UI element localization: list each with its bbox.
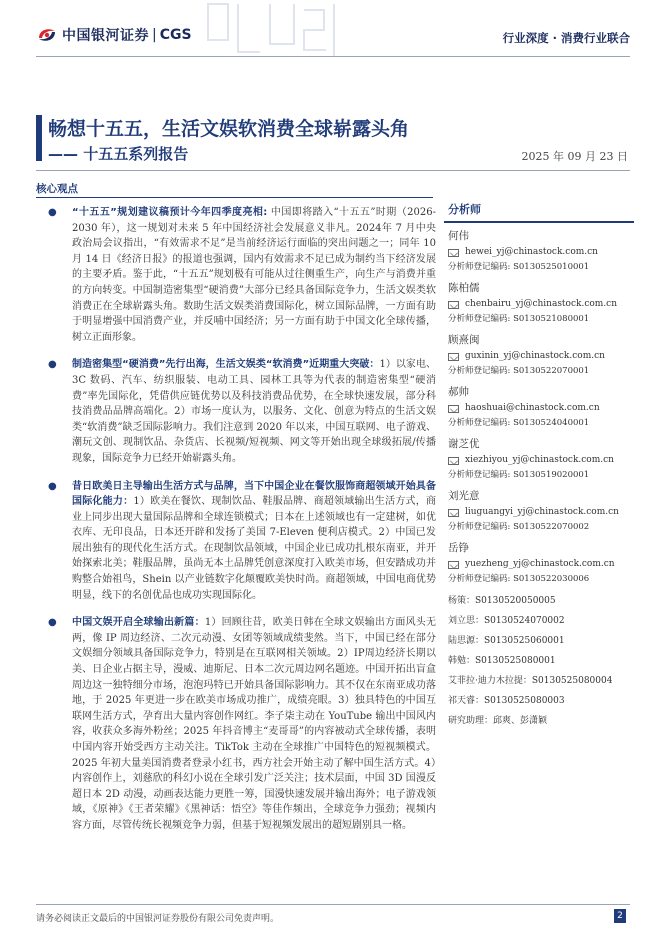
other-analyst: 刘立思：S0130524070002 xyxy=(448,616,565,626)
core-points-divider xyxy=(36,197,433,198)
title-divider xyxy=(36,170,630,171)
core-point-text: 1）以家电、3C 数码、汽车、纺织服装、电动工具、园林工具等为代表的制造密集型“硬消费”率先国际化，凭借供应链优势以及科技消费品优势，在全球快速发展，部分科技消费品品牌高端化。2）市场一度认为，以服务、文化、创意为特点的生活文娱类“软消费”缺乏国际影响力。我们注意到 2020 年以来，中国互联网、电子游戏、潮玩文创、现制饮品、杂货店、长视频/短视频、网文等开始出现全球级拓展/传播现象，国际竞争力已经开始崭露头角。 xyxy=(72,359,436,464)
report-date: 2025 年 09 月 23 日 xyxy=(521,150,628,163)
mail-icon xyxy=(448,561,459,569)
analyst-name: 刘光意 xyxy=(448,490,480,502)
analyst-email[interactable]: xiezhiyou_yj@chinastock.com.cn xyxy=(465,455,614,465)
analyst-entry xyxy=(444,435,634,483)
brand-separator: | xyxy=(152,27,157,43)
analyst-entry xyxy=(444,383,634,431)
analyst-reg-id: 分析师登记编码: S0130519020001 xyxy=(448,470,590,480)
title-accent-bar xyxy=(36,115,42,161)
footer-disclaimer: 请务必阅读正文最后的中国银河证券股份有限公司免责声明。 xyxy=(36,914,280,924)
analyst-reg-id: 分析师登记编码: S0130525010001 xyxy=(448,262,590,272)
analyst-heading: 分析师 xyxy=(448,203,481,216)
analyst-email-row xyxy=(444,401,634,416)
analyst-entry xyxy=(444,227,634,275)
analyst-name: 岳铮 xyxy=(448,542,469,554)
analyst-email-row xyxy=(444,245,634,260)
page-header xyxy=(0,0,662,62)
header-decoration xyxy=(198,0,358,62)
analyst-entry xyxy=(444,487,634,535)
analyst-heading-divider xyxy=(444,221,634,223)
analyst-entry xyxy=(444,331,634,379)
analyst-email-row xyxy=(444,349,634,364)
core-point-2 xyxy=(36,357,436,466)
analyst-name: 顾熹闽 xyxy=(448,334,480,346)
core-points-list xyxy=(36,205,436,846)
report-subtitle: —— 十五五系列报告 xyxy=(48,145,189,163)
footer-divider xyxy=(36,904,630,905)
analyst-email-row xyxy=(444,297,634,312)
bullet-icon: ● xyxy=(48,617,57,629)
analyst-entry xyxy=(444,539,634,587)
bullet-icon: ● xyxy=(48,359,57,371)
other-analyst: 杨策：S0130520050005 xyxy=(448,596,556,606)
cgs-logo-icon xyxy=(36,24,58,46)
bullet-icon: ● xyxy=(48,207,57,218)
analyst-entry xyxy=(444,279,634,327)
core-point-text: 中国即将踏入“十五五”时期（2026-2030 年），这一规划对未来 5 年中国经济社会发展意义非凡。2024年 7 月中央政治局会议指出，“有效需求不足”是当前经济运行面临的突出问题之一；同年 10 月 14 日《经济日报》的报道也强调，国内有效需求不足已成为制约当下经济发展的主要矛盾。鉴于此，“十五五”规划极有可能从过往侧重生产，向生产与消费并重的方向转变。中国制造密集型“硬消费”大部分已经具备国际竞争力，生活文娱类软消费正在全球崭露头角。数助生活文娱类消费国际化，树立国际品牌，一方面有助于明显增强中国消费产业，并反哺中国经济；另一方面有助于中国文化全球传播，树立正面形象。 xyxy=(72,207,436,343)
analyst-email[interactable]: yuezheng_yj@chinastock.com.cn xyxy=(465,559,615,569)
analyst-email-row xyxy=(444,505,634,520)
analyst-email-row xyxy=(444,557,634,572)
bullet-icon: ● xyxy=(48,480,57,492)
mail-icon xyxy=(448,457,459,465)
mail-icon xyxy=(448,301,459,309)
core-point-lead: 中国文娱开启全球输出新篇： xyxy=(72,617,205,629)
mail-icon xyxy=(448,405,459,413)
other-analyst: 艾菲拉·迪力木拉提：S0130525080004 xyxy=(448,676,613,686)
core-point-lead: 昔日欧美日主导输出生活方式与品牌，当下中国企业在餐饮服饰商超领域开始具备国际化能力： xyxy=(72,480,436,508)
analyst-reg-id: 分析师登记编码: S0130522030006 xyxy=(448,574,590,584)
analyst-reg-id: 分析师登记编码: S0130522070002 xyxy=(448,522,590,532)
page-number: 2 xyxy=(614,909,626,923)
analyst-reg-id: 分析师登记编码: S0130524040001 xyxy=(448,418,590,428)
mail-icon xyxy=(448,249,459,257)
brand-name-en: CGS xyxy=(159,27,192,43)
analyst-email[interactable]: chenbairu_yj@chinastock.com.cn xyxy=(465,299,618,309)
brand-name-cn: 中国银河证券 xyxy=(62,28,149,44)
core-point-text: 1）回顾往昔，欧美日韩在全球文娱输出方面风头无两，像 IP 周边经济、二次元动漫、女团等领域成绩斐然。当下，中国已经在部分文娱细分领域具备国际竞争力，特别是在互联网相关领域。2）IP周边经济长期以美、日企业占据主导，漫威、迪斯尼、日本二次元周边网名题迹。中国开拓出盲盒周边这一独特细分市场，泡泡玛特已开始具备国际影响力。其不仅在东南亚成功落地，于 2025 年更进一步在欧美市场成功推广，成绩亮眼。3）独具特色的中国互联网生活方式，孕育出大量内容创作网红。李子柒主动在 YouTube 输出中国风内容，收获众多海外粉丝；2025 年抖音博主“麦哥哥”的内容被动式全球传播，表明中国内容开始受西方主动关注。TikTok 主动在全球推广中国特色的短视频模式。2025 年初大量美国消费者登录小红书，西方社会开始主动了解中国生活方式。4）内容创作上，刘慈欣的科幻小说在全球引发广泛关注；技术层面，中国 3D 国漫反超日本 2D 动漫，动画表达能力更胜一筹，国漫快速发展并输出海外；电子游戏领域，《原神》《王者荣耀》《黑神话：悟空》等佳作频出，全球竞争力强劲；视频内容方面，尽管传统长视频竞争力弱，但基于短视频发展出的超短剧别具一格。 xyxy=(72,617,436,831)
core-point-lead: “十五五”规划建议稿预计今年四季度亮相: xyxy=(72,207,268,218)
analyst-name: 郝帅 xyxy=(448,386,469,398)
core-point-4 xyxy=(36,615,436,833)
other-analyst: 陆思源：S0130525060001 xyxy=(448,636,565,646)
header-divider xyxy=(36,56,630,57)
other-analyst: 祁天睿：S0130525080003 xyxy=(448,696,565,706)
report-type: 行业深度 · 消费行业联合 xyxy=(502,31,630,45)
analyst-reg-id: 分析师登记编码: S0130521080001 xyxy=(448,314,590,324)
analyst-email[interactable]: hewei_yj@chinastock.com.cn xyxy=(465,247,598,257)
analyst-reg-id: 分析师登记编码: S0130522070001 xyxy=(448,366,590,376)
other-analysts-list xyxy=(444,591,634,731)
report-title: 畅想十五五，生活文娱软消费全球崭露头角 xyxy=(48,118,410,140)
research-assistants: 研究助理：邱爽、彭潇颖 xyxy=(448,716,548,726)
analyst-panel xyxy=(444,201,634,731)
analyst-email[interactable]: haoshuai@chinastock.com.cn xyxy=(465,403,600,413)
core-point-3 xyxy=(36,479,436,604)
other-analyst: 韩勉：S0130525080001 xyxy=(448,656,556,666)
analyst-name: 何伟 xyxy=(448,230,469,242)
analyst-name: 陈柏儒 xyxy=(448,282,480,294)
analyst-email[interactable]: liuguangyi_yj@chinastock.com.cn xyxy=(465,507,619,517)
mail-icon xyxy=(448,509,459,517)
core-point-text: 1）欧美在餐饮、现制饮品、鞋服品牌、商超领域输出生活方式，商业上同步出现大量国际品牌和全球连锁模式；日本在上述领域也有一定建树，如优衣库、无印良品，日本还开辟和发扬了美国 7-Eleven 便利店模式。2）中国已发展出独有的现代化生活方式。在现制饮品领域，中国企业已成功扎根东南亚，并开始探索北美；鞋服品牌，虽尚无本土品牌凭创意深度打入欧美市场，但安踏成功并购整合始祖鸟，Shein 以产业链数字化颠覆欧美快时尚。商超领域，中国电商优势明显，线下的名创优品也成功实现国际化。 xyxy=(72,496,436,601)
mail-icon xyxy=(448,353,459,361)
brand-logo xyxy=(36,24,192,46)
core-points-label: 核心观点 xyxy=(36,183,78,195)
analyst-email[interactable]: guxinin_yj@chinastock.com.cn xyxy=(465,351,605,361)
analyst-name: 谢芝优 xyxy=(448,438,480,450)
core-point-1 xyxy=(36,205,436,345)
core-point-lead: 制造密集型“硬消费”先行出海，生活文娱类“软消费”近期重大突破： xyxy=(72,359,380,371)
analyst-email-row xyxy=(444,453,634,468)
